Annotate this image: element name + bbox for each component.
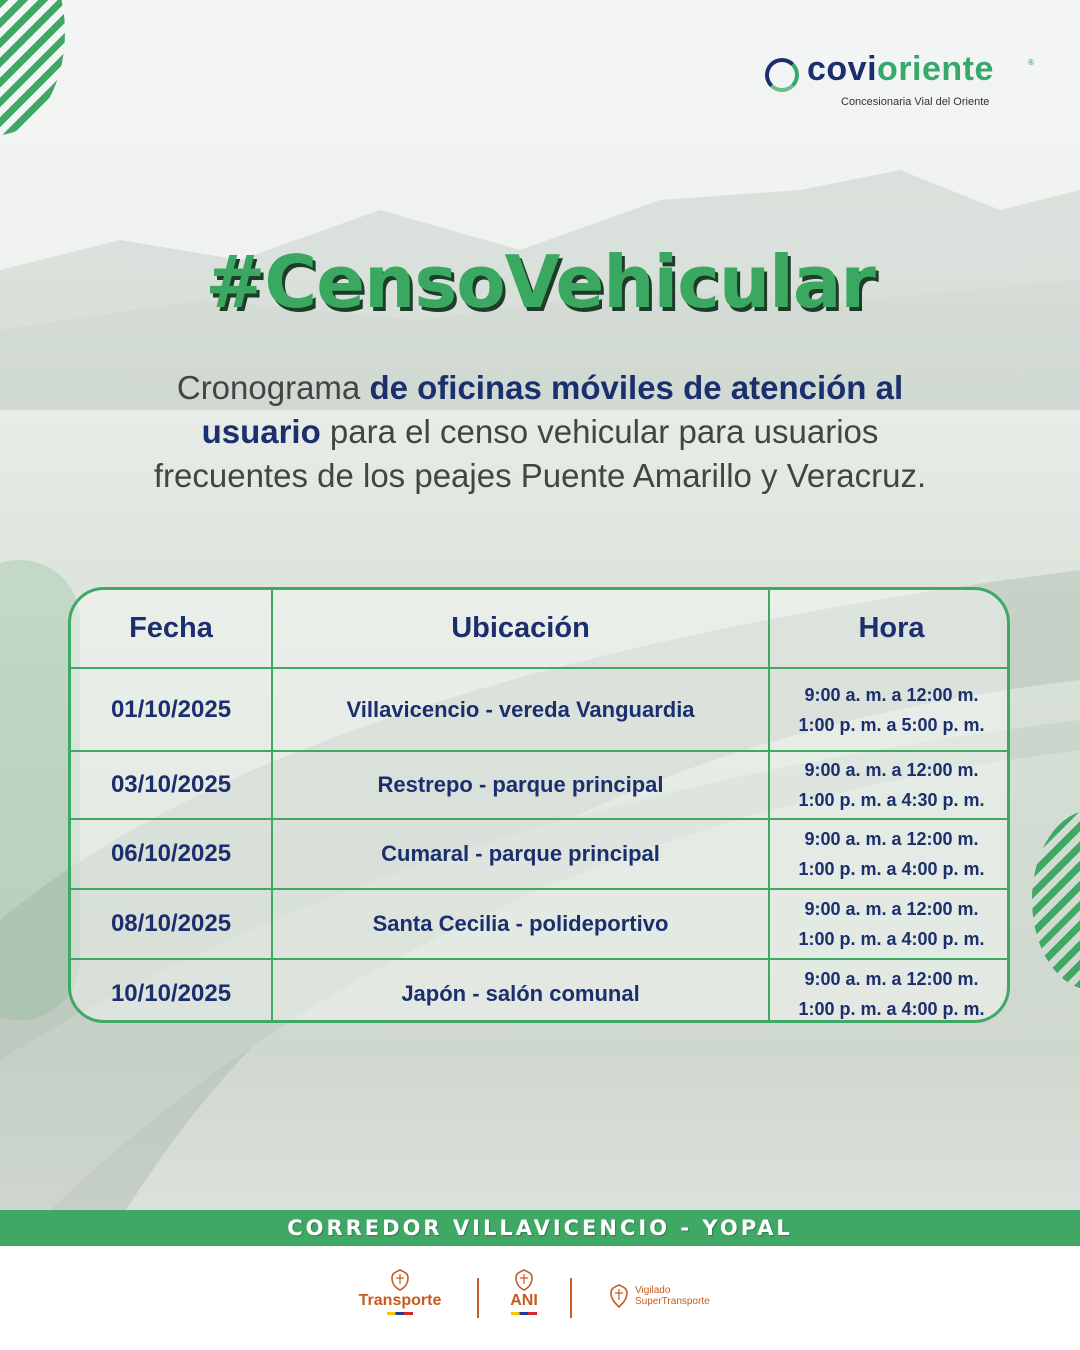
time-afternoon: 1:00 p. m. a 4:30 p. m. — [798, 790, 985, 810]
ministry-label: Transporte — [358, 1292, 442, 1309]
logo-ring-icon — [765, 58, 799, 92]
time-afternoon: 1:00 p. m. a 4:00 p. m. — [798, 929, 985, 949]
time-afternoon: 1:00 p. m. a 4:00 p. m. — [798, 859, 985, 879]
logo-tagline: Concesionaria Vial del Oriente — [841, 96, 990, 108]
time-afternoon: 1:00 p. m. a 4:00 p. m. — [798, 998, 985, 1019]
registered-mark: ® — [1027, 58, 1035, 67]
cell-date: 01/10/2025 — [71, 668, 272, 751]
supervisor-line1: Vigilado — [635, 1285, 671, 1296]
cell-time — [769, 959, 1010, 1023]
logo-word-oriente: oriente — [877, 50, 994, 88]
cell-location: Japón - salón comunal — [272, 959, 769, 1023]
corridor-label: CORREDOR VILLAVICENCIO - YOPAL — [287, 1216, 793, 1240]
footer-divider — [570, 1278, 572, 1318]
time-morning: 9:00 a. m. a 12:00 m. — [804, 899, 979, 919]
table-header-row — [71, 590, 1010, 668]
colombia-flag-stripe — [511, 1312, 537, 1315]
supervisor-line2: SuperTransporte — [635, 1296, 710, 1307]
time-morning: 9:00 a. m. a 12:00 m. — [804, 968, 979, 989]
footer-divider — [477, 1278, 479, 1318]
header-ubicacion: Ubicación — [272, 590, 769, 668]
supertransporte-logo — [607, 1283, 737, 1317]
ministry-logo — [350, 1268, 450, 1315]
headline-hashtag: #CensoVehicular — [205, 240, 875, 324]
cell-location: Cumaral - parque principal — [272, 819, 769, 889]
logo-wordmark — [807, 50, 994, 89]
intro-part1: Cronograma — [176, 369, 370, 406]
table-row — [71, 959, 1010, 1023]
covioriente-logo — [765, 50, 1045, 116]
time-morning: 9:00 a. m. a 12:00 m. — [804, 829, 979, 849]
time-morning: 9:00 a. m. a 12:00 m. — [804, 684, 979, 705]
intro-part3: para el censo vehicular para usuarios frecuentes de los peajes Puente Amarillo y Veracruz. — [153, 413, 927, 494]
ani-label: ANI — [510, 1292, 538, 1309]
table-row — [71, 751, 1010, 819]
cell-time — [769, 819, 1010, 889]
cell-time — [769, 668, 1010, 751]
cell-time — [769, 889, 1010, 959]
coat-of-arms-icon — [607, 1283, 631, 1309]
coat-of-arms-icon — [512, 1268, 536, 1292]
supervisor-text — [635, 1285, 710, 1307]
cell-time — [769, 751, 1010, 819]
header-hora: Hora — [769, 590, 1010, 668]
ani-logo — [494, 1268, 554, 1315]
time-afternoon: 1:00 p. m. a 5:00 p. m. — [798, 714, 985, 735]
table-row — [71, 668, 1010, 751]
cell-location: Villavicencio - vereda Vanguardia — [272, 668, 769, 751]
cell-date: 03/10/2025 — [71, 751, 272, 819]
schedule-table — [68, 587, 1010, 1023]
table-row — [71, 819, 1010, 889]
intro-highlight: de oficinas móviles de atención al usuario — [201, 369, 904, 450]
time-morning: 9:00 a. m. a 12:00 m. — [804, 760, 979, 780]
intro-paragraph — [140, 366, 940, 498]
logo-word-covi: covi — [807, 50, 878, 88]
cell-location: Restrepo - parque principal — [272, 751, 769, 819]
decorative-stripes-top-left — [0, 0, 65, 135]
coat-of-arms-icon — [388, 1268, 412, 1292]
colombia-flag-stripe — [387, 1312, 413, 1315]
cell-date: 10/10/2025 — [71, 959, 272, 1023]
header-fecha: Fecha — [71, 590, 272, 668]
cell-date: 08/10/2025 — [71, 889, 272, 959]
corridor-band — [0, 1210, 1080, 1246]
table-row — [71, 889, 1010, 959]
cell-date: 06/10/2025 — [71, 819, 272, 889]
cell-location: Santa Cecilia - polideportivo — [272, 889, 769, 959]
